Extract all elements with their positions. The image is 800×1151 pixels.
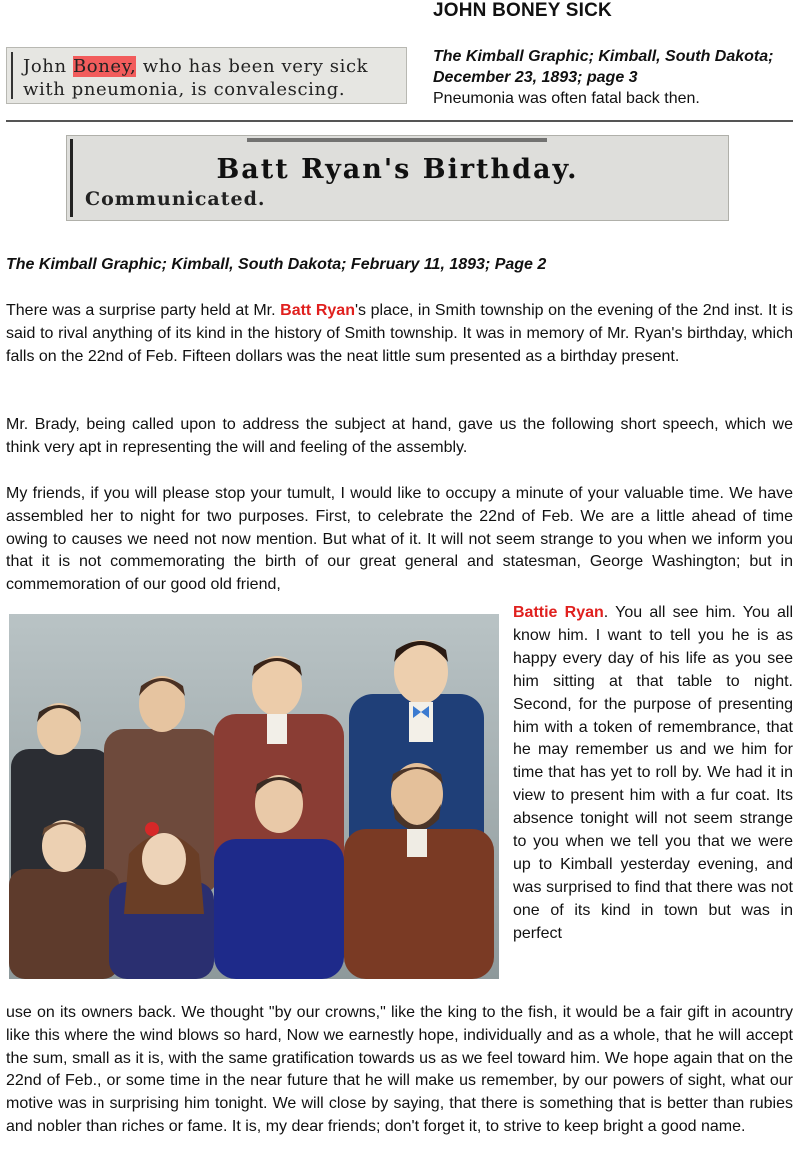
highlighted-name: Boney, — [72, 56, 137, 77]
page-title: JOHN BONEY SICK — [433, 0, 612, 21]
source-citation-1 — [433, 46, 793, 109]
newspaper-clipping-boney — [6, 47, 407, 104]
side-column-text: . You all see him. You all know him. I want to tell you he is as happy every day of his life as you see him sitting at that table to night. Second, for the purpose of presenting him with a token of remembrance, that he may remember us and we him for time that has yet to roll by. We had it in view to present him with a fur coat. Its absence tonight will not seem strange to you when we tell you that we were up to Kimball yesterday evening, and was surprised to find that there was not one of its kind in town but was in perfect — [513, 604, 793, 942]
person-name-battie-ryan: Battie Ryan — [513, 604, 604, 621]
family-portrait-photo — [9, 614, 499, 979]
clipping-subline: Communicated. — [85, 188, 266, 210]
clipping-text-post: who has been very sick with pneumonia, is convalescing. — [23, 56, 369, 100]
clipping-top-rule — [247, 138, 547, 142]
newspaper-clipping-birthday — [66, 135, 729, 221]
p1-pre: There was a surprise party held at Mr. — [6, 302, 281, 319]
article-side-column — [513, 602, 793, 946]
clipping-text — [23, 55, 402, 101]
article-paragraph-2: Mr. Brady, being called upon to address the subject at hand, gave us the following short speech, which we think very apt in representing the will and feeling of the assembly. — [6, 416, 793, 456]
p1-post: 's place, in Smith township on the evening of the 2nd inst. It is said to rival anything of its kind in the history of Smith township. It was in memory of Mr. Ryan's birthday, which falls on the 22nd of Feb. Fifteen dollars was the neat little sum presented as a birthday present. — [6, 302, 794, 365]
clipping-text-pre: John — [23, 56, 73, 77]
person-name-batt-ryan: Batt Ryan — [280, 302, 355, 319]
family-portrait-illustration — [9, 614, 499, 979]
article-paragraph-4: use on its owners back. We thought "by our crowns," like the king to the fish, it would be a fair gift in acountry like this where the wind blows so hard, Now we earnestly hope, individually and as a whole, that he will accept the sum, small as it is, with the same gratification towards us as we feel toward him. We hope again that on the 22nd of Feb., or some time in the near future that he will make us remember, by our powers of sight, what our motive was in surprising him tonight. We will close by saying, that there is something that is better than rubies and nobler than riches or fame. It is, my dear friends; don't forget it, to strive to keep bright a good name. — [6, 1004, 793, 1135]
citation-text: The Kimball Graphic; Kimball, South Dakota; December 23, 1893; page 3 — [433, 48, 774, 86]
article-paragraph-3: My friends, if you will please stop your tumult, I would like to occupy a minute of your valuable time. We have assembled her to night for two purposes. First, to celebrate the 22nd of Feb. We are a little ahead of time owing to causes we need not now mention. But what of it. It will not seem strange to you when we inform you that it is not commemorating the birth of our great general and statesman, George Washington; but in commemoration of our good old friend, — [6, 485, 793, 594]
section-divider — [6, 120, 793, 122]
article-paragraph-1 — [6, 300, 793, 368]
clipping-edge — [11, 52, 13, 99]
citation-note: Pneumonia was often fatal back then. — [433, 90, 700, 107]
source-citation-2: The Kimball Graphic; Kimball, South Dakota; February 11, 1893; Page 2 — [6, 256, 547, 273]
clipping-headline: Batt Ryan's Birthday. — [216, 154, 579, 185]
